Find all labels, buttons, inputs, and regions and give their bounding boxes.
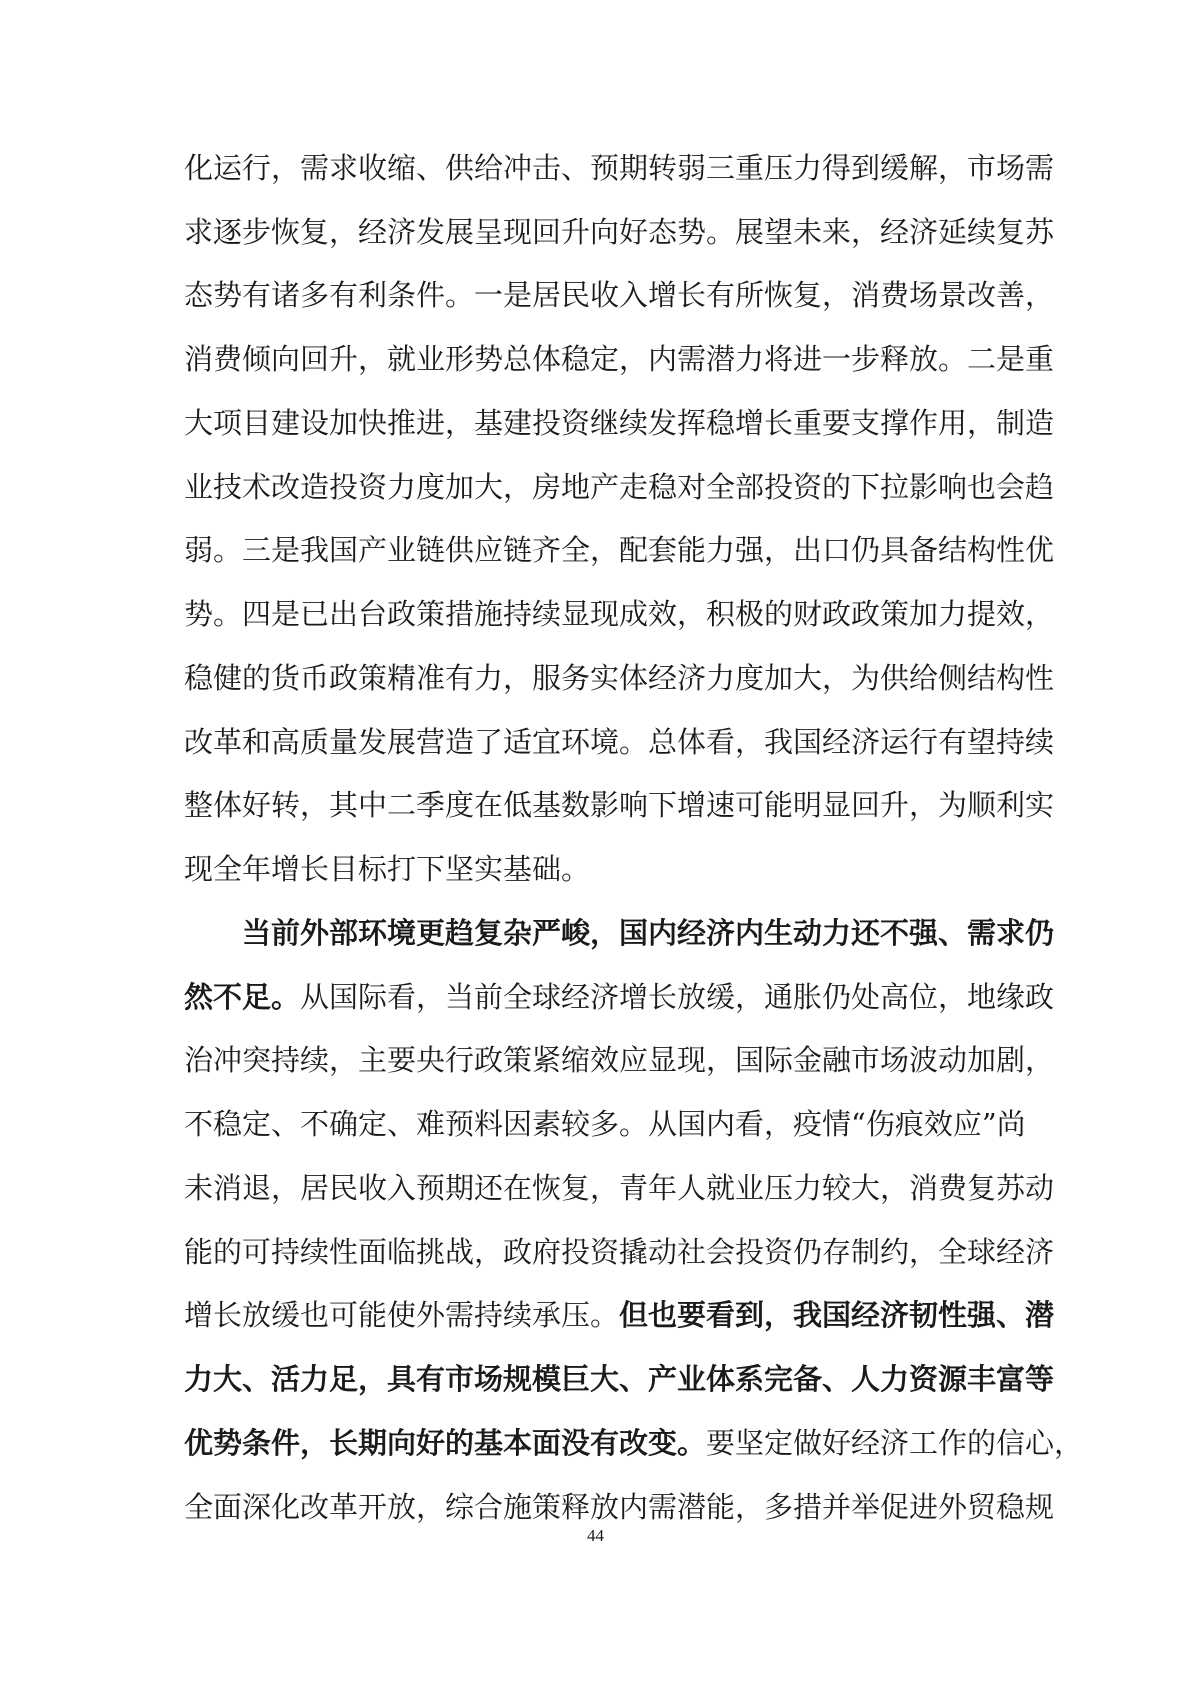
text-line: 未消退，居民收入预期还在恢复，青年人就业压力较大，消费复苏动 [184, 1171, 1055, 1205]
text-line: 势。四是已出台政策措施持续显现成效，积极的财政政策加力提效， [184, 597, 1055, 631]
text-line: 稳健的货币政策精准有力，服务实体经济力度加大，为供给侧结构性 [184, 661, 1055, 695]
text-line [242, 913, 1055, 953]
bold-text: 当前外部环境更趋复杂严峻，国内经济内生动力还不强、需求仍 [242, 916, 1055, 950]
text-line: 大项目建设加快推进，基建投资继续发挥稳增长重要支撑作用，制造 [184, 406, 1055, 440]
text-line: 消费倾向回升，就业形势总体稳定，内需潜力将进一步释放。二是重 [184, 342, 1055, 376]
text-line: 全面深化改革开放，综合施策释放内需潜能，多措并举促进外贸稳规 [184, 1490, 1055, 1524]
bold-text: 然不足。 [184, 980, 301, 1014]
regular-text: 从国际看，当前全球经济增长放缓，通胀仍处高位，地缘政 [300, 980, 1055, 1014]
page-number: 44 [587, 1526, 604, 1545]
text-line: 能的可持续性面临挑战，政府投资撬动社会投资仍存制约，全球经济 [184, 1235, 1055, 1269]
text-line [184, 1359, 1055, 1399]
text-line [184, 1423, 1084, 1463]
text-line: 治冲突持续，主要央行政策紧缩效应显现，国际金融市场波动加剧， [184, 1043, 1055, 1077]
text-line: 改革和高质量发展营造了适宜环境。总体看，我国经济运行有望持续 [184, 725, 1055, 759]
text-line [184, 977, 1055, 1017]
text-line: 现全年增长目标打下坚实基础。 [184, 852, 591, 886]
bold-text: 力大、活力足，具有市场规模巨大、产业体系完备、人力资源丰富等 [184, 1362, 1055, 1396]
text-line: 化运行，需求收缩、供给冲击、预期转弱三重压力得到缓解，市场需 [184, 151, 1055, 185]
text-line [184, 1295, 1055, 1335]
text-line: 整体好转，其中二季度在低基数影响下增速可能明显回升，为顺利实 [184, 788, 1055, 822]
text-line: 业技术改造投资力度加大，房地产走稳对全部投资的下拉影响也会趋 [184, 470, 1055, 504]
text-line: 不稳定、不确定、难预料因素较多。从国内看，疫情“伤痕效应”尚 [184, 1107, 1026, 1141]
bold-text: 但也要看到，我国经济韧性强、潜 [619, 1298, 1055, 1332]
regular-text: 要坚定做好经济工作的信心， [706, 1426, 1084, 1460]
regular-text: 增长放缓也可能使外需持续承压。 [184, 1298, 620, 1332]
bold-text: 优势条件，长期向好的基本面没有改变。 [184, 1426, 707, 1460]
text-line: 态势有诸多有利条件。一是居民收入增长有所恢复，消费场景改善， [184, 278, 1055, 312]
text-line: 弱。三是我国产业链供应链齐全，配套能力强，出口仍具备结构性优 [184, 533, 1055, 567]
text-line: 求逐步恢复，经济发展呈现回升向好态势。展望未来，经济延续复苏 [184, 215, 1055, 249]
